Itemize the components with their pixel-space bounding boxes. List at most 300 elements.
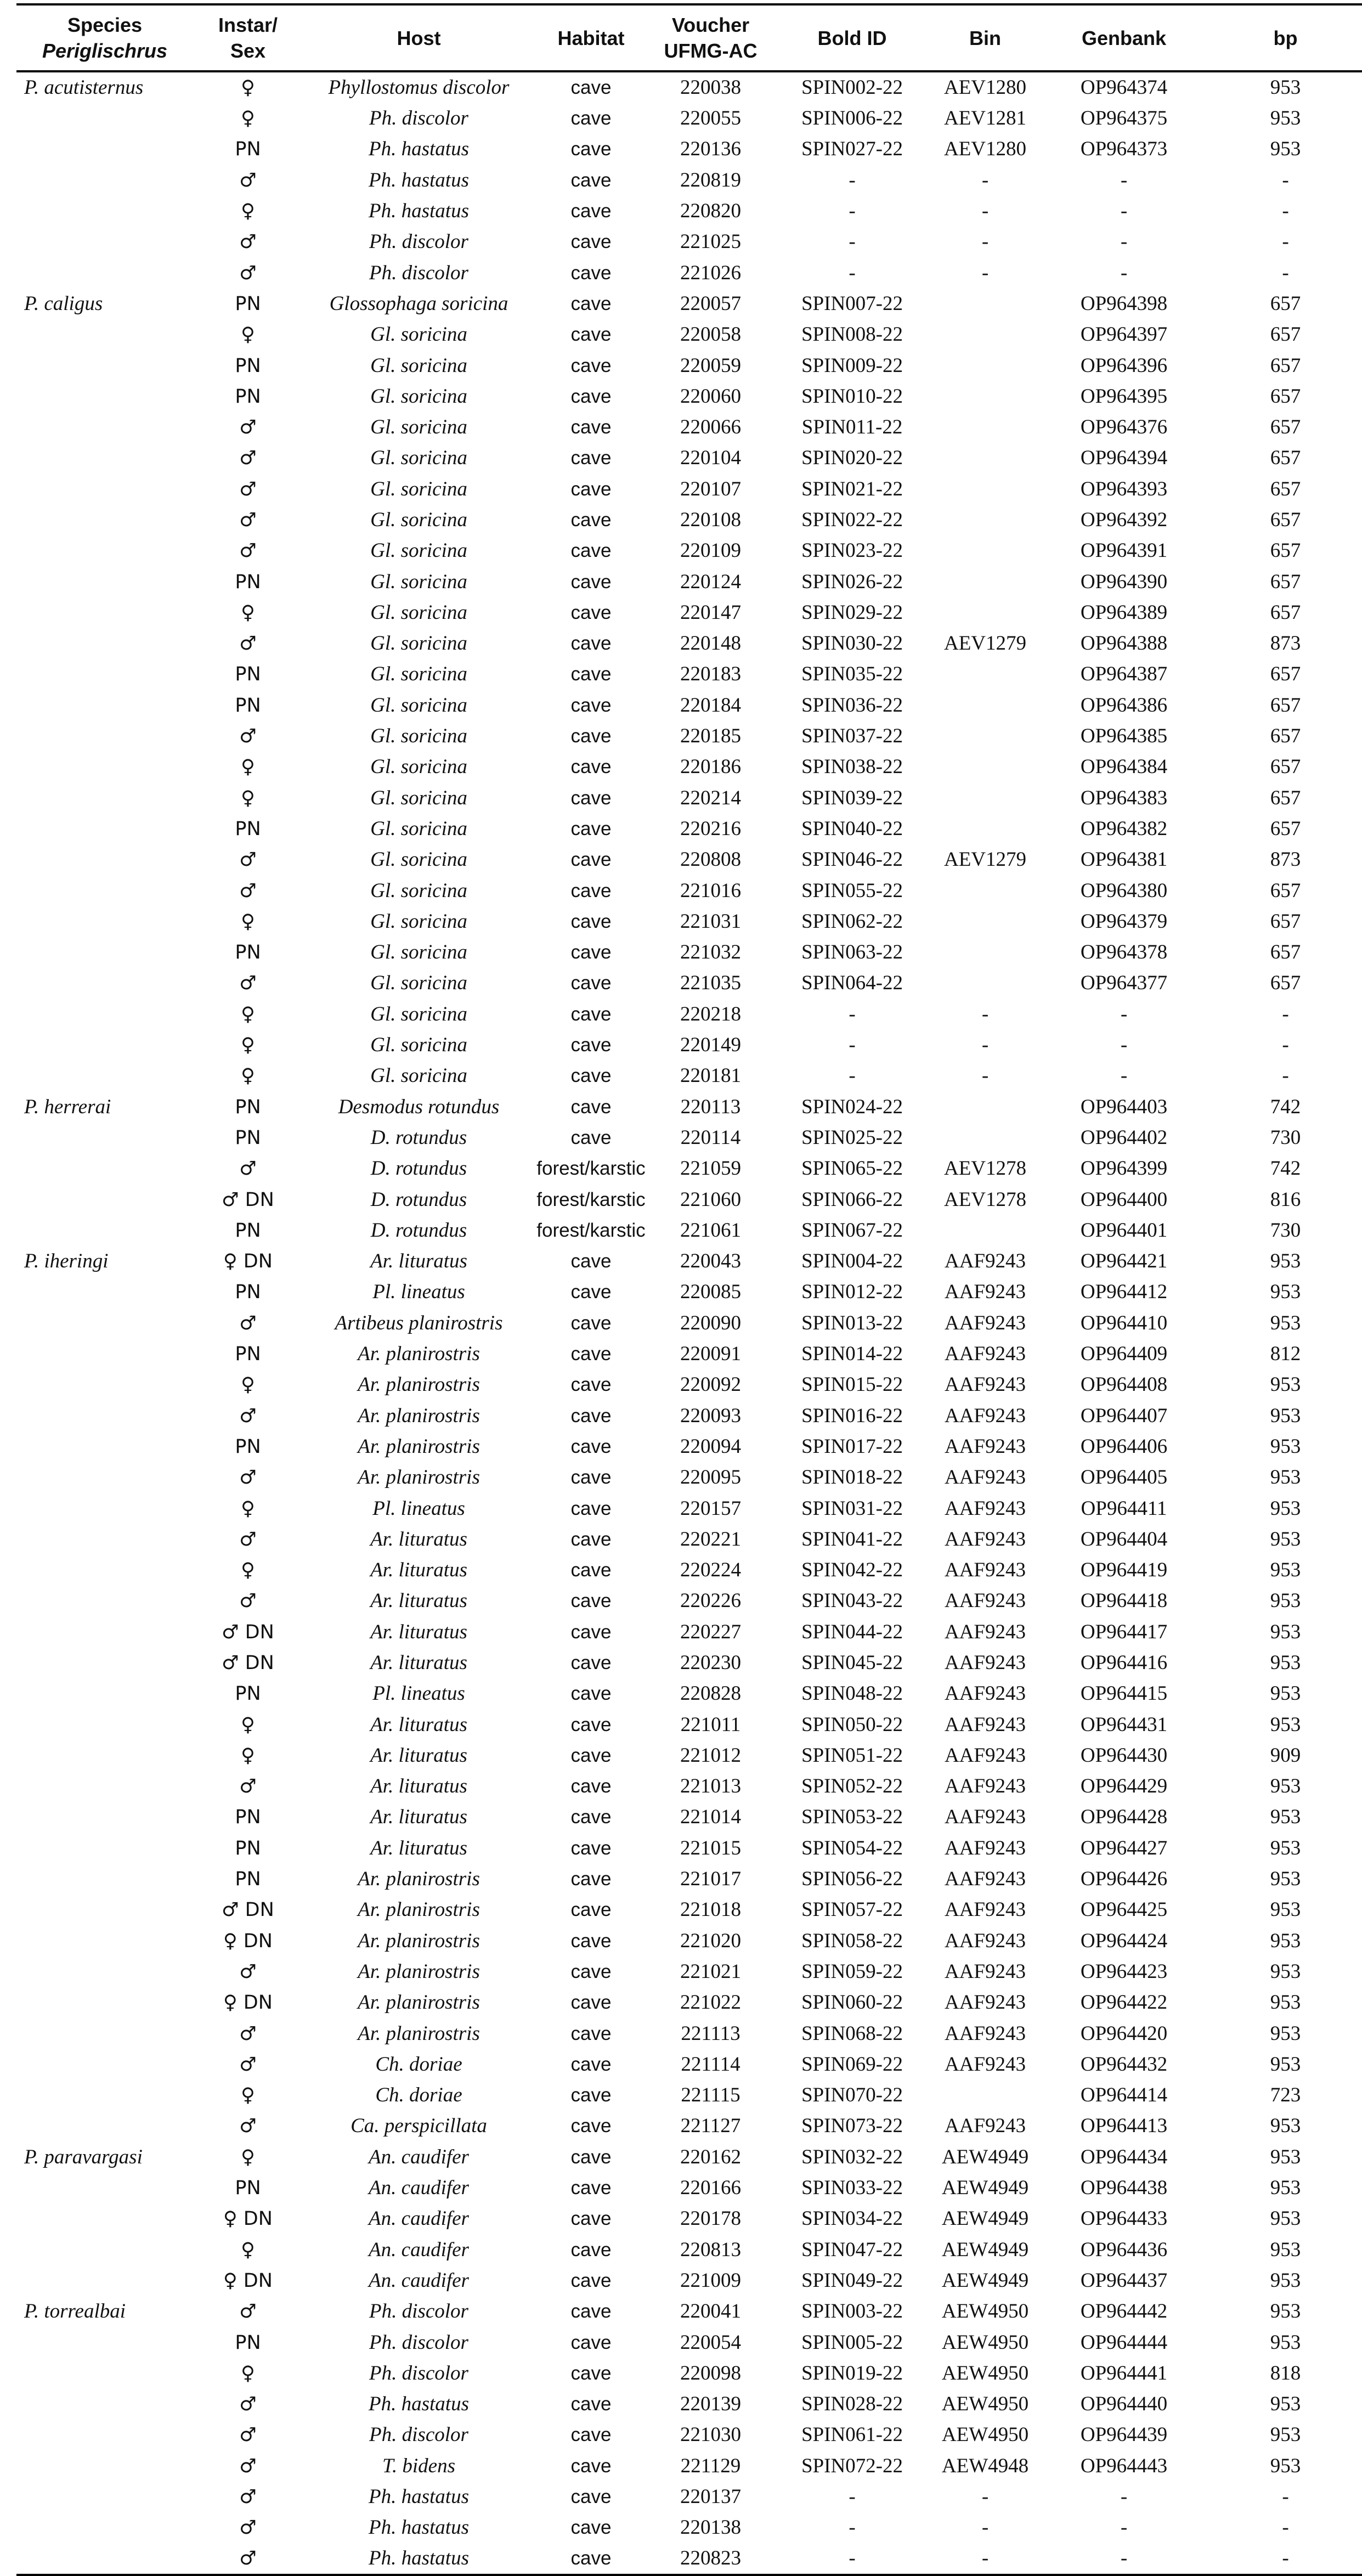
cell-bp: -: [1282, 261, 1289, 284]
table-row: [16, 2512, 1362, 2543]
cell-bp: 953: [1270, 1651, 1301, 1674]
cell-bin: AEV1278: [943, 1188, 1027, 1211]
cell-host: Gl. soricina: [370, 941, 467, 964]
cell-voucher: 220066: [680, 416, 741, 439]
table-row: [16, 2265, 1362, 2296]
cell-species: [16, 783, 193, 814]
cell-bin: AAF9243: [944, 1898, 1026, 1921]
cell-genbank: OP964439: [1080, 2423, 1168, 2447]
cell-species: [16, 1308, 193, 1339]
cell-voucher: 220057: [680, 292, 741, 315]
cell-bold-id: -: [849, 1064, 856, 1087]
cell-host: Ph. discolor: [369, 2423, 468, 2447]
cell-host: Ar. lituratus: [370, 1527, 467, 1551]
cell-bp: 953: [1270, 1527, 1301, 1551]
cell-habitat: cave: [570, 292, 612, 314]
table-row: [16, 2451, 1362, 2482]
cell-habitat: cave: [570, 1034, 612, 1056]
table-row: [16, 1617, 1362, 1648]
cell-bp: 953: [1270, 1960, 1301, 1983]
cell-habitat: cave: [570, 1713, 612, 1735]
table-row: [16, 196, 1362, 227]
cell-voucher: 220108: [680, 509, 741, 531]
cell-species: [16, 968, 193, 999]
cell-host: Ph. hastatus: [303, 2543, 535, 2575]
table-row: [16, 659, 1362, 690]
cell-bin: AEV1280: [943, 138, 1027, 161]
cell-bold-id: SPIN041-22: [801, 1527, 903, 1551]
cell-species: [16, 1833, 193, 1864]
cell-genbank: OP964379: [1080, 910, 1168, 933]
cell-bp: -: [1282, 2485, 1289, 2508]
cell-bold-id: SPIN047-22: [801, 2238, 903, 2261]
cell-habitat: cave: [570, 1744, 612, 1766]
cell-host: D. rotundus: [370, 1219, 467, 1242]
cell-genbank: OP964391: [1080, 539, 1168, 562]
cell-voucher: 221059: [680, 1157, 741, 1180]
cell-bold-id: SPIN023-22: [801, 539, 903, 562]
cell-bp: 657: [1270, 941, 1301, 964]
cell-habitat: cave: [570, 200, 612, 222]
cell-bin: [930, 319, 1040, 350]
cell-bin: AAF9243: [944, 1435, 1026, 1458]
table-row: [16, 1123, 1362, 1153]
cell-bin: [930, 474, 1040, 505]
cell-bin: AAF9243: [944, 2053, 1026, 2076]
header-instar-line1: Instar/: [218, 14, 278, 36]
cell-bin: [930, 659, 1040, 690]
cell-bp: 953: [1270, 2115, 1301, 2138]
cell-species: [16, 505, 193, 536]
table-row: [16, 2389, 1362, 2420]
cell-species: [16, 1555, 193, 1586]
cell-bold-id: SPIN002-22: [801, 76, 903, 99]
cell-species: [16, 1864, 193, 1895]
cell-genbank: -: [1120, 230, 1128, 253]
cell-bp: 953: [1270, 1404, 1301, 1427]
cell-bin: AAF9243: [944, 1713, 1026, 1736]
cell-bin: [930, 814, 1040, 844]
cell-bin: AAF9243: [944, 1250, 1026, 1273]
cell-habitat: cave: [570, 1065, 612, 1087]
cell-host: Ar. lituratus: [370, 1250, 467, 1273]
cell-bin: AEV1278: [943, 1157, 1027, 1180]
cell-voucher: 220107: [680, 477, 741, 500]
cell-genbank: OP964428: [1080, 1806, 1168, 1829]
cell-species: P. herrerai: [24, 1095, 111, 1118]
cell-species: [16, 937, 193, 968]
cell-species: [16, 1648, 193, 1678]
cell-species: [16, 1153, 193, 1184]
table-row: [16, 103, 1362, 134]
table-row: [16, 814, 1362, 844]
header-bin: Bin: [930, 4, 1040, 71]
cell-species: [16, 1061, 193, 1091]
cell-host: Ar. planirostris: [358, 1466, 480, 1489]
cell-host: Ar. planirostris: [358, 1898, 480, 1921]
cell-genbank: -: [1120, 168, 1128, 191]
cell-voucher: 221032: [680, 941, 741, 964]
cell-bin: AAF9243: [944, 2022, 1026, 2045]
cell-habitat: cave: [570, 663, 612, 685]
cell-bin: AAF9243: [944, 1589, 1026, 1613]
cell-host: D. rotundus: [370, 1126, 467, 1149]
cell-voucher: 220060: [680, 385, 741, 408]
cell-bold-id: SPIN020-22: [801, 447, 903, 470]
cell-bp: 953: [1270, 1836, 1301, 1859]
cell-instar-sex: PN: [235, 138, 261, 161]
cell-habitat: cave: [570, 2301, 612, 2323]
table-row: [16, 1277, 1362, 1307]
cell-host: Pl. lineatus: [372, 1497, 465, 1520]
cell-instar-sex: ♀: [241, 2239, 255, 2261]
cell-bold-id: SPIN017-22: [801, 1435, 903, 1458]
cell-bp: 816: [1270, 1188, 1301, 1211]
cell-instar-sex: PN: [235, 1683, 261, 1705]
cell-voucher: 220178: [680, 2207, 741, 2230]
table-row: [16, 227, 1362, 257]
cell-habitat: cave: [570, 2146, 612, 2168]
cell-species: [16, 257, 193, 288]
cell-host: Gl. soricina: [370, 910, 467, 933]
cell-bp: -: [1282, 1002, 1289, 1025]
cell-instar-sex: ♀: [241, 1713, 255, 1736]
cell-genbank: OP964387: [1080, 663, 1168, 686]
cell-instar-sex: ♂: [239, 2301, 257, 2323]
table-row: [16, 1833, 1362, 1864]
cell-species: [16, 2049, 193, 2080]
header-species-line1: Species: [67, 14, 143, 36]
cell-genbank: OP964422: [1080, 1991, 1168, 2014]
header-voucher-line1: Voucher: [671, 14, 750, 36]
cell-host: Ph. hastatus: [369, 2516, 469, 2539]
table-row: [16, 2482, 1362, 2512]
cell-species: [16, 1987, 193, 2018]
table-row: [16, 1400, 1362, 1431]
cell-species: [16, 1617, 193, 1648]
cell-bp: 953: [1270, 1775, 1301, 1798]
cell-habitat: cave: [570, 138, 612, 160]
cell-host: Gl. soricina: [370, 725, 467, 748]
cell-habitat: cave: [570, 725, 612, 747]
cell-voucher: 220092: [680, 1373, 741, 1396]
cell-genbank: OP964400: [1080, 1188, 1168, 1211]
table-row: [16, 1678, 1362, 1709]
cell-host: Ar. planirostris: [358, 1991, 480, 2014]
cell-instar-sex: ♂: [239, 725, 257, 748]
cell-species: [16, 350, 193, 381]
cell-species: [16, 1493, 193, 1524]
header-genbank: Genbank: [1040, 4, 1208, 71]
cell-bin: [930, 783, 1040, 814]
cell-instar-sex: ♀: [241, 1034, 255, 1057]
cell-bp: 657: [1270, 509, 1301, 531]
cell-host: Ar. planirostris: [358, 1343, 480, 1366]
cell-host: Gl. soricina: [370, 663, 467, 686]
cell-bp: 723: [1270, 2084, 1301, 2107]
cell-habitat: cave: [570, 2362, 612, 2384]
cell-bold-id: SPIN037-22: [801, 725, 903, 748]
cell-genbank: OP964410: [1080, 1311, 1168, 1334]
cell-habitat: cave: [570, 1003, 612, 1025]
cell-habitat: cave: [570, 2208, 612, 2230]
table-row: [16, 505, 1362, 536]
cell-habitat: cave: [570, 231, 612, 253]
cell-host: Gl. soricina: [370, 323, 467, 346]
table-row: [16, 412, 1362, 443]
table-row: [16, 289, 1362, 319]
cell-bold-id: SPIN030-22: [801, 632, 903, 655]
table-row: [16, 1462, 1362, 1493]
cell-bold-id: SPIN036-22: [801, 694, 903, 717]
cell-habitat: cave: [570, 1960, 612, 1982]
cell-host: Gl. soricina: [370, 786, 467, 809]
cell-genbank: OP964427: [1080, 1836, 1168, 1859]
cell-bin: AEW4950: [941, 2393, 1029, 2416]
cell-bp: 953: [1270, 2269, 1301, 2292]
cell-bp: -: [1282, 1034, 1289, 1057]
cell-bold-id: SPIN027-22: [801, 138, 903, 161]
cell-bold-id: SPIN073-22: [801, 2115, 903, 2138]
cell-habitat: cave: [570, 1559, 612, 1581]
cell-habitat: cave: [570, 354, 612, 376]
cell-voucher: 220216: [680, 817, 741, 840]
cell-habitat: cave: [570, 2455, 612, 2477]
cell-bold-id: SPIN068-22: [801, 2022, 903, 2045]
cell-species: [16, 1678, 193, 1709]
cell-bold-id: SPIN058-22: [801, 1929, 903, 1952]
cell-bold-id: -: [774, 2543, 930, 2575]
cell-habitat: cave: [570, 694, 612, 716]
cell-host: Ch. doriae: [375, 2053, 462, 2076]
cell-bp: -: [1282, 2516, 1289, 2539]
header-row: [16, 4, 1362, 71]
cell-bin: AEV1280: [943, 76, 1027, 99]
cell-instar-sex: ♀: [241, 2146, 255, 2168]
cell-bp: 953: [1270, 1898, 1301, 1921]
cell-genbank: OP964425: [1080, 1898, 1168, 1921]
cell-genbank: OP964378: [1080, 941, 1168, 964]
cell-voucher: 221129: [680, 2454, 741, 2477]
cell-instar-sex: ♂: [239, 540, 257, 562]
cell-bold-id: -: [849, 2516, 856, 2539]
cell-voucher: 220114: [680, 1126, 741, 1149]
cell-bin: AEV1281: [943, 107, 1027, 130]
cell-voucher: 221113: [681, 2022, 741, 2045]
cell-bp: 742: [1270, 1095, 1301, 1118]
cell-bin: AEW4950: [941, 2331, 1029, 2354]
cell-bp: 953: [1270, 2207, 1301, 2230]
cell-habitat: cave: [570, 2084, 612, 2106]
cell-host: Gl. soricina: [370, 694, 467, 717]
cell-instar-sex: ♂: [239, 416, 257, 439]
cell-bp: 873: [1270, 848, 1301, 871]
cell-bold-id: SPIN018-22: [801, 1466, 903, 1489]
cell-bp: -: [1282, 200, 1289, 223]
table-row: [16, 71, 1362, 103]
header-habitat: Habitat: [535, 4, 647, 71]
cell-bold-id: SPIN060-22: [801, 1991, 903, 2014]
cell-bold-id: SPIN024-22: [801, 1095, 903, 1118]
cell-instar-sex: PN: [235, 1343, 261, 1366]
cell-genbank: -: [1120, 1064, 1128, 1087]
cell-bold-id: -: [849, 2485, 856, 2508]
cell-bp: 909: [1270, 1744, 1301, 1767]
cell-voucher: 220218: [680, 1002, 741, 1025]
cell-instar-sex: ♂: [239, 2115, 257, 2138]
table-row: [16, 566, 1362, 597]
header-voucher-line2: UFMG-AC: [664, 40, 758, 62]
cell-voucher: 221060: [680, 1188, 741, 1211]
cell-bold-id: SPIN061-22: [801, 2423, 903, 2447]
table-row: [16, 752, 1362, 782]
cell-host: An. caudifer: [369, 2238, 469, 2261]
cell-habitat: cave: [570, 1435, 612, 1457]
cell-instar-sex: PN: [235, 1837, 261, 1859]
cell-bin: AAF9243: [944, 1620, 1026, 1643]
cell-genbank: OP964396: [1080, 354, 1168, 377]
table-row: [16, 1092, 1362, 1123]
cell-host: Gl. soricina: [370, 1064, 467, 1087]
cell-species: [16, 752, 193, 782]
cell-voucher: 220166: [680, 2177, 741, 2200]
cell-voucher: 221114: [681, 2053, 741, 2076]
cell-instar-sex: ♂: [239, 509, 257, 531]
cell-bp: 657: [1270, 725, 1301, 748]
cell-instar-sex: ♂: [239, 1528, 257, 1551]
cell-instar-sex: ♀: [241, 108, 255, 130]
cell-bp: 657: [1270, 385, 1301, 408]
cell-genbank: OP964418: [1080, 1589, 1168, 1613]
cell-instar-sex: PN: [235, 571, 261, 593]
cell-habitat: cave: [570, 972, 612, 994]
cell-genbank: OP964393: [1080, 477, 1168, 500]
cell-host: Ph. discolor: [369, 2331, 468, 2354]
cell-voucher: 220230: [680, 1651, 741, 1674]
table-row: [16, 1648, 1362, 1678]
cell-bold-id: SPIN013-22: [801, 1311, 903, 1334]
cell-bp: 953: [1270, 1682, 1301, 1705]
cell-bp: 812: [1270, 1343, 1301, 1366]
table-row: [16, 968, 1362, 999]
cell-bin: AAF9243: [944, 1404, 1026, 1427]
cell-species: [16, 1462, 193, 1493]
cell-host: Ar. lituratus: [370, 1744, 467, 1767]
cell-habitat: cave: [570, 416, 612, 438]
cell-voucher: 220185: [680, 725, 741, 748]
cell-habitat: cave: [570, 108, 612, 129]
cell-bin: [930, 566, 1040, 597]
table-row: [16, 1339, 1362, 1369]
cell-voucher: 220094: [680, 1435, 741, 1458]
cell-bin: AAF9243: [944, 1682, 1026, 1705]
cell-voucher: 220186: [680, 756, 741, 779]
cell-genbank: OP964443: [1080, 2454, 1168, 2477]
cell-host: Ar. planirostris: [358, 1404, 480, 1427]
cell-genbank: OP964380: [1080, 879, 1168, 902]
table-row: [16, 2142, 1362, 2173]
cell-bin: AAF9243: [944, 1836, 1026, 1859]
cell-bold-id: SPIN066-22: [801, 1188, 903, 1211]
cell-voucher: 220157: [680, 1497, 741, 1520]
cell-bp: 657: [1270, 354, 1301, 377]
cell-species: [16, 2080, 193, 2111]
cell-bin: [930, 598, 1040, 628]
cell-voucher: 221026: [680, 261, 741, 284]
cell-habitat: cave: [570, 2393, 612, 2415]
cell-species: [16, 659, 193, 690]
cell-bold-id: SPIN035-22: [801, 663, 903, 686]
cell-bold-id: SPIN067-22: [801, 1219, 903, 1242]
cell-host: Gl. soricina: [370, 447, 467, 470]
cell-genbank: -: [1120, 261, 1128, 284]
cell-habitat: cave: [570, 1992, 612, 2014]
table-row: [16, 1215, 1362, 1246]
cell-genbank: OP964374: [1080, 76, 1168, 99]
cell-voucher: 221127: [680, 2115, 741, 2138]
cell-bold-id: SPIN063-22: [801, 941, 903, 964]
cell-voucher: 221015: [680, 1836, 741, 1859]
cell-instar-sex: ♂: [193, 2543, 303, 2575]
cell-habitat: cave: [570, 756, 612, 778]
cell-bold-id: SPIN008-22: [801, 323, 903, 346]
cell-voucher: 221018: [680, 1898, 741, 1921]
cell-voucher: 220085: [680, 1281, 741, 1304]
cell-bold-id: SPIN069-22: [801, 2053, 903, 2076]
cell-bold-id: SPIN014-22: [801, 1343, 903, 1366]
cell-habitat: cave: [570, 601, 612, 623]
cell-genbank: OP964442: [1080, 2300, 1168, 2323]
cell-habitat: cave: [570, 1868, 612, 1890]
cell-bin: [930, 690, 1040, 721]
cell-bp: 953: [1270, 2331, 1301, 2354]
cell-bold-id: SPIN044-22: [801, 1620, 903, 1643]
cell-bin: AAF9243: [944, 1868, 1026, 1891]
header-instar-line2: Sex: [230, 40, 266, 62]
cell-voucher: 220828: [680, 1682, 741, 1705]
cell-species: P. paravargasi: [24, 2145, 143, 2168]
cell-voucher: 220147: [680, 601, 741, 624]
cell-genbank: -: [1120, 2516, 1128, 2539]
table-row: [16, 474, 1362, 505]
cell-voucher: 220090: [680, 1311, 741, 1334]
cell-instar-sex: ♂: [239, 972, 257, 995]
table-row: [16, 1246, 1362, 1277]
cell-voucher: 220820: [680, 200, 741, 223]
table-row: [16, 2173, 1362, 2203]
cell-bold-id: SPIN009-22: [801, 354, 903, 377]
cell-species: [16, 536, 193, 566]
cell-bp: 657: [1270, 292, 1301, 315]
cell-host: An. caudifer: [369, 2269, 469, 2292]
cell-bin: AAF9243: [944, 1960, 1026, 1983]
cell-habitat: cave: [570, 1683, 612, 1705]
cell-instar-sex: ♀: [241, 1497, 255, 1520]
cell-bin: -: [981, 2485, 989, 2508]
cell-bold-id: SPIN057-22: [801, 1898, 903, 1921]
cell-bin: AEW4949: [941, 2145, 1029, 2168]
cell-bin: AAF9243: [944, 1466, 1026, 1489]
cell-bold-id: SPIN031-22: [801, 1497, 903, 1520]
cell-species: [16, 103, 193, 134]
cell-voucher: 221017: [680, 1868, 741, 1891]
cell-genbank: OP964444: [1080, 2331, 1168, 2354]
cell-host: Ph. hastatus: [369, 168, 469, 191]
table-container: [16, 3, 1362, 2576]
cell-habitat: cave: [570, 787, 612, 809]
cell-instar-sex: ♂: [239, 262, 257, 284]
cell-species: [16, 2420, 193, 2450]
